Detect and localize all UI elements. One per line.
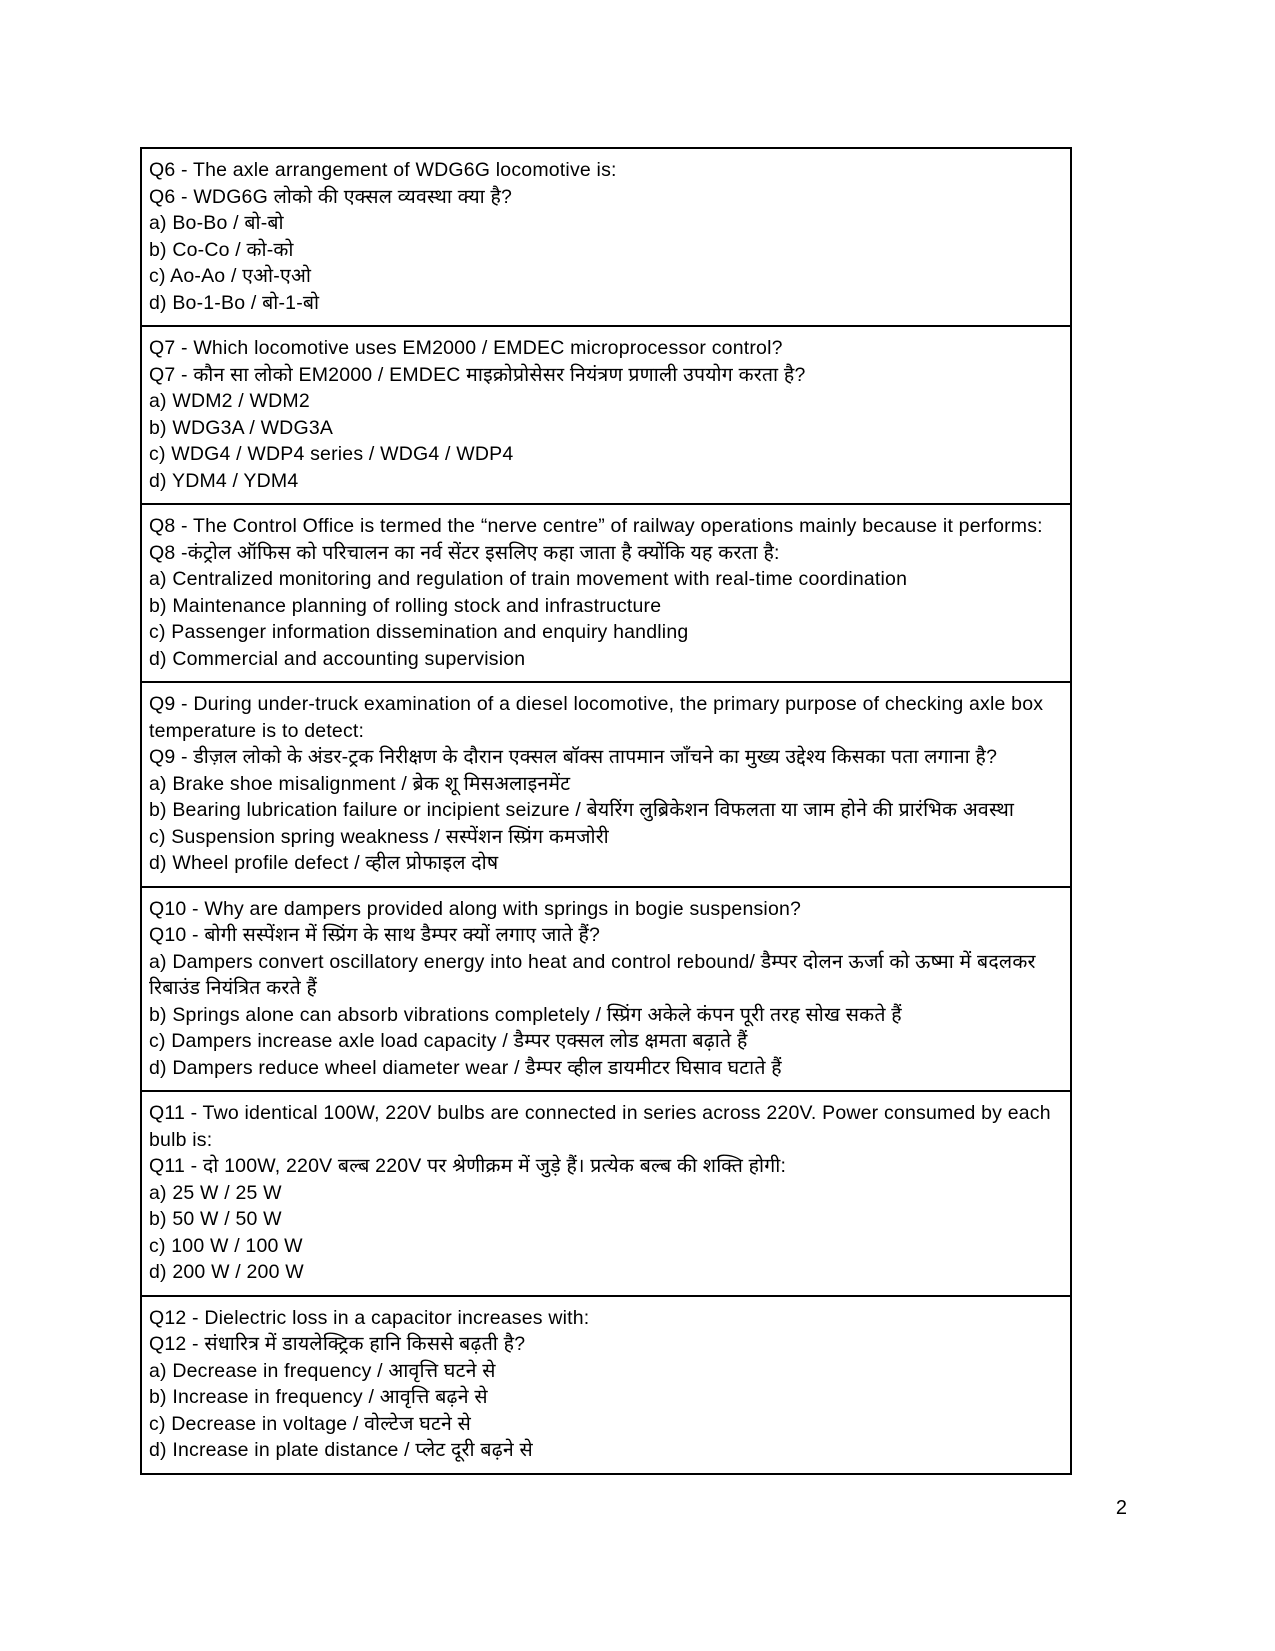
question-block-q8: [142, 505, 1070, 683]
option-a[interactable]: a) WDM2 / WDM2: [149, 390, 310, 412]
questions-table: [140, 147, 1072, 1475]
page-number: 2: [1115, 1497, 1127, 1519]
option-c[interactable]: c) Passenger information dissemination and enquiry handling: [149, 621, 689, 643]
question-stem-en: Q11 - Two identical 100W, 220V bulbs are connected in series across 220V. Power consumed by each bulb is:: [149, 1102, 1051, 1151]
option-c[interactable]: c) Dampers increase axle load capacity / डैम्पर एक्सल लोड क्षमता बढ़ाते हैं: [149, 1030, 748, 1052]
option-b[interactable]: b) 50 W / 50 W: [149, 1208, 282, 1230]
question-stem-en: Q6 - The axle arrangement of WDG6G locomotive is:: [149, 159, 617, 181]
option-b[interactable]: b) Increase in frequency / आवृत्ति बढ़ने से: [149, 1386, 488, 1408]
question-block-q7: [142, 327, 1070, 505]
option-a[interactable]: a) 25 W / 25 W: [149, 1181, 282, 1204]
option-a[interactable]: a) Bo-Bo / बो-बो: [149, 212, 284, 234]
question-stem-hi: Q9 - डीज़ल लोको के अंडर-ट्रक निरीक्षण के दौरान एक्सल बॉक्स तापमान जाँचने का मुख्य उद्देश्य किसका पता लगाना है?: [149, 746, 998, 768]
question-stem-en: Q7 - Which locomotive uses EM2000 / EMDEC microprocessor control?: [149, 337, 783, 359]
option-b[interactable]: b) Maintenance planning of rolling stock and infrastructure: [149, 594, 662, 617]
option-a[interactable]: a) Decrease in frequency / आवृत्ति घटने से: [149, 1359, 496, 1382]
option-a[interactable]: a) Dampers convert oscillatory energy into heat and control rebound/ डैम्पर दोलन ऊर्जा को ऊष्मा में बदलकर रिबाउंड नियंत्रित करते हैं: [149, 950, 1036, 999]
option-c[interactable]: c) 100 W / 100 W: [149, 1234, 303, 1257]
question-block-q6: [142, 149, 1070, 327]
option-d[interactable]: d) Dampers reduce wheel diameter wear / डैम्पर व्हील डायमीटर घिसाव घटाते हैं: [149, 1056, 782, 1079]
option-c[interactable]: c) WDG4 / WDP4 series / WDG4 / WDP4: [149, 443, 514, 465]
question-stem-hi: Q11 - दो 100W, 220V बल्ब 220V पर श्रेणीक्रम में जुड़े हैं। प्रत्येक बल्ब की शक्ति होगी:: [149, 1155, 787, 1177]
question-stem-en: Q10 - Why are dampers provided along with springs in bogie suspension?: [149, 897, 802, 920]
option-b[interactable]: b) Bearing lubrication failure or incipient seizure / बेयरिंग लुब्रिकेशन विफलता या जाम होने की प्रारंभिक अवस्था: [149, 799, 1015, 821]
option-b[interactable]: b) WDG3A / WDG3A: [149, 416, 334, 439]
question-stem-hi: Q10 - बोगी सस्पेंशन में स्प्रिंग के साथ डैम्पर क्यों लगाए जाते हैं?: [149, 924, 601, 946]
question-block-q10: [142, 888, 1070, 1093]
question-stem-en: Q8 - The Control Office is termed the “nerve centre” of railway operations mainly because it performs:: [149, 515, 1043, 537]
option-b[interactable]: b) Co-Co / को-को: [149, 238, 294, 261]
option-a[interactable]: a) Centralized monitoring and regulation of train movement with real-time coordination: [149, 568, 908, 590]
option-d[interactable]: d) Wheel profile defect / व्हील प्रोफाइल दोष: [149, 852, 499, 874]
option-c[interactable]: c) Suspension spring weakness / सस्पेंशन स्प्रिंग कमजोरी: [149, 825, 609, 848]
question-stem-hi: Q12 - संधारित्र में डायलेक्ट्रिक हानि किससे बढ़ती है?: [149, 1333, 526, 1355]
option-c[interactable]: c) Decrease in voltage / वोल्टेज घटने से: [149, 1412, 471, 1435]
question-stem-hi: Q6 - WDG6G लोको की एक्सल व्यवस्था क्या है?: [149, 185, 513, 208]
question-stem-hi: Q8 -कंट्रोल ऑफिस को परिचालन का नर्व सेंटर इसलिए कहा जाता है क्योंकि यह करता है:: [149, 541, 780, 564]
option-d[interactable]: d) Increase in plate distance / प्लेट दूरी बढ़ने से: [149, 1439, 533, 1461]
option-d[interactable]: d) 200 W / 200 W: [149, 1261, 304, 1283]
option-c[interactable]: c) Ao-Ao / एओ-एओ: [149, 265, 312, 287]
option-d[interactable]: d) YDM4 / YDM4: [149, 469, 299, 492]
question-block-q11: [142, 1092, 1070, 1297]
option-b[interactable]: b) Springs alone can absorb vibrations completely / स्प्रिंग अकेले कंपन पूरी तरह सोख सकते हैं: [149, 1003, 902, 1026]
option-d[interactable]: d) Bo-1-Bo / बो-1-बो: [149, 291, 320, 314]
question-block-q9: [142, 683, 1070, 888]
question-stem-hi: Q7 - कौन सा लोको EM2000 / EMDEC माइक्रोप्रोसेसर नियंत्रण प्रणाली उपयोग करता है?: [149, 363, 806, 386]
option-a[interactable]: a) Brake shoe misalignment / ब्रेक शू मिसअलाइनमेंट: [149, 772, 571, 795]
question-stem-en: Q12 - Dielectric loss in a capacitor increases with:: [149, 1306, 590, 1329]
question-stem-en: Q9 - During under-truck examination of a diesel locomotive, the primary purpose of checking axle box temperature is to detect:: [149, 693, 1044, 742]
question-block-q12: [142, 1297, 1070, 1473]
option-d[interactable]: d) Commercial and accounting supervision: [149, 647, 526, 670]
